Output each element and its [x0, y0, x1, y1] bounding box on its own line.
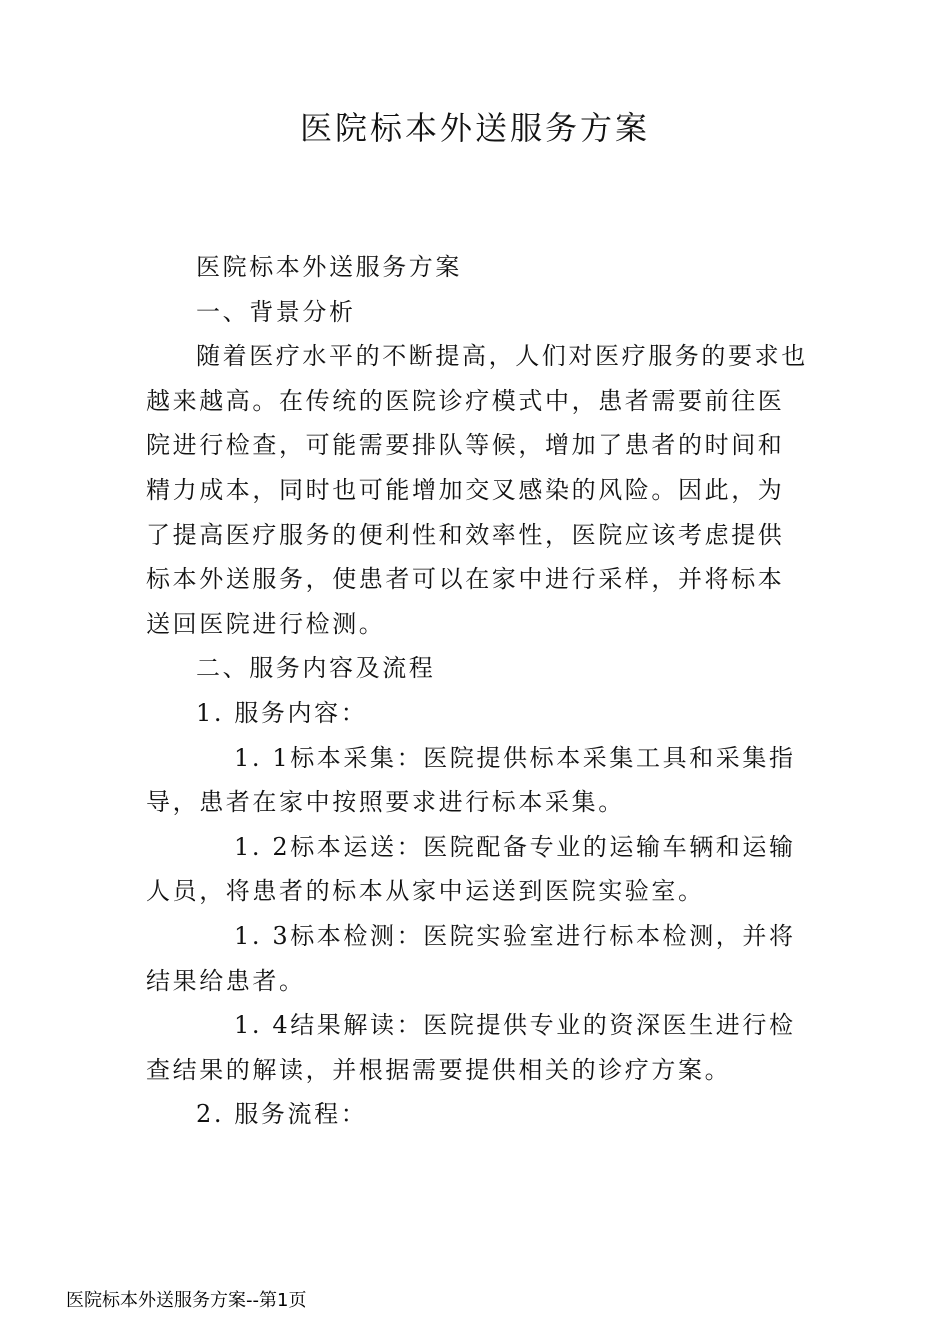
- list-item-sample-transport: 1. 2标本运送：医院配备专业的运输车辆和运输人员，将患者的标本从家中运送到医院实验室。: [146, 832, 796, 906]
- list-item-sample-testing: 1. 3标本检测：医院实验室进行标本检测，并将结果给患者。: [146, 921, 796, 995]
- paragraph-background: 随着医疗水平的不断提高，人们对医疗服务的要求也越来越高。在传统的医院诊疗模式中，患者需要前往医院进行检查，可能需要排队等候，增加了患者的时间和精力成本，同时也可能增加交叉感染的风险。因此，为了提高医疗服务的便利性和效率性，医院应该考虑提供标本外送服务，使患者可以在家中进行采样，并将标本送回医院进行检测。: [146, 342, 808, 638]
- document-body: [146, 245, 810, 1137]
- list-item-sample-collection: 1. 1标本采集：医院提供标本采集工具和采集指导，患者在家中按照要求进行标本采集。: [146, 743, 796, 817]
- section-heading-background: 一、背景分析: [196, 297, 356, 326]
- section-heading-service: 二、服务内容及流程: [196, 654, 436, 683]
- page-footer: 医院标本外送服务方案--第1页: [66, 1290, 307, 1311]
- paragraph-heading: 医院标本外送服务方案: [196, 253, 462, 281]
- list-item-result-interpretation: 1. 4结果解读：医院提供专业的资深医生进行检查结果的解读，并根据需要提供相关的诊疗方案。: [146, 1011, 796, 1084]
- subsection-heading-content: 1. 服务内容：: [196, 698, 368, 727]
- document-title: 医院标本外送服务方案: [299, 109, 650, 147]
- subsection-heading-process: 2. 服务流程：: [196, 1100, 368, 1129]
